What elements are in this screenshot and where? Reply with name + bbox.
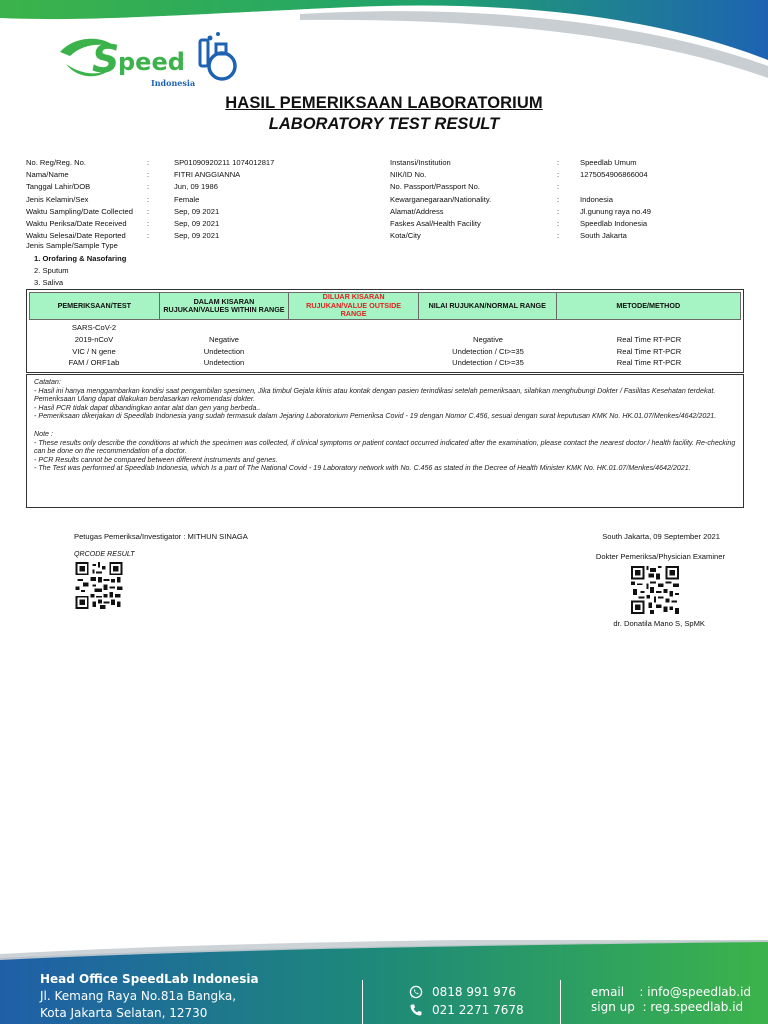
nationality: Indonesia (580, 194, 613, 204)
colon: : (147, 194, 150, 204)
info-label: No. Reg/Reg. No. (26, 158, 86, 167)
logo-subtitle: Indonesia (151, 78, 196, 88)
patient-info-right-values (580, 157, 760, 242)
table-row (29, 357, 741, 369)
footer-phone-number[interactable]: 021 2271 7678 (432, 1003, 524, 1017)
patient-info-right-labels (390, 157, 570, 242)
info-label: No. Passport/Passport No. (390, 182, 480, 192)
sample-list (34, 253, 126, 289)
info-label: Tanggal Lahir/DOB (26, 182, 91, 192)
place-date: South Jakarta, 09 September 2021 (602, 532, 720, 541)
colon: : (147, 206, 150, 216)
examiner-role: Dokter Pemeriksa/Physician Examiner (595, 552, 725, 561)
cell-method: Real Time RT-PCR (616, 358, 682, 368)
colon: : (147, 218, 150, 228)
colon: : (147, 231, 150, 241)
table-row (29, 346, 741, 358)
qr-code-icon[interactable] (74, 562, 124, 609)
title-english: LABORATORY TEST RESULT (268, 115, 500, 133)
patient-name: FITRI ANGGIANNA (174, 170, 241, 180)
header-method: METODE/METHOD (616, 300, 681, 310)
footer-address-line2: Kota Jakarta Selatan, 12730 (40, 1006, 208, 1020)
investigator: Petugas Pemeriksa/Investigator : MITHUN SINAGA (74, 532, 248, 541)
institution: Speedlab Umum (580, 158, 637, 167)
cell-within: Negative (209, 334, 239, 344)
catatan-line: - Hasil ini hanya menggambarkan kondisi saat pengambilan spesimen, Jika timbul Gejala klinis atau kontak dengan pasien terindikasi setelah pemeriksaan, silahkan menghubungi Dokter / Fasilitas Kesehatan terdekat. Pemeriksaan Ulang dapat dilakukan berdasarkan rekomendasi dokter. (34, 386, 716, 404)
info-label: Waktu Selesai/Date Reported (26, 231, 126, 241)
colon: : (557, 182, 560, 192)
speedlab-logo (56, 30, 246, 94)
header-within-range: DALAM KISARAN RUJUKAN/VALUES WITHIN RANGE (160, 293, 290, 319)
svg-text:peed: peed (118, 48, 185, 76)
cell-normal: Undetection / Ct>=35 (452, 358, 524, 368)
svg-text:S: S (92, 37, 120, 81)
note-line: - The Test was performed at Speedlab Indonesia, which Is a part of The National Covid - 19 Laboratory network with No. C.456 as stated in the Decree of Health Minister KMK No. HK.01.07/Menkes/4642/2021. (34, 464, 691, 473)
cell-outside (289, 346, 419, 358)
reg-number: SP01090920211 1074012817 (174, 158, 275, 167)
header-test: PEMERIKSAAN/TEST (30, 293, 160, 319)
catatan-line: - Hasil PCR tidak dapat dibandingkan antar alat dan gen yang berbeda.. (34, 403, 261, 412)
cell-test: VIC / N gene (72, 346, 116, 356)
table-row (29, 334, 741, 346)
header-normal-range: NILAI RUJUKAN/NORMAL RANGE (419, 293, 557, 319)
footer-whatsapp-number[interactable]: 0818 991 976 (432, 985, 516, 999)
note-line: - These results only describe the conditions at which the specimen was collected, if clinical symptoms or patient contact occurred indicated after the examination, please contact the nearest doctor / health facility. Re-checking can be done on the recommendation of a doctor. (34, 438, 736, 456)
title-indonesian: HASIL PEMERIKSAAN LABORATORIUM (225, 94, 543, 112)
result-table-body (29, 322, 741, 369)
info-label: Waktu Periksa/Date Received (26, 218, 127, 228)
patient-info-left-values (174, 157, 374, 242)
info-label: Kewarganegaraan/Nationality. (390, 194, 492, 204)
cell-within: Undetection (203, 346, 245, 356)
info-label: Nama/Name (26, 170, 69, 180)
info-label: Waktu Sampling/Date Collected (26, 206, 133, 216)
footer-signup[interactable]: sign up : reg.speedlab.id (591, 1000, 744, 1014)
result-table (26, 289, 744, 373)
colon: : (557, 218, 560, 228)
patient-info-right-colons (557, 157, 567, 242)
qr-result-label: QRCODE RESULT (74, 550, 135, 558)
phone-icon (409, 1003, 423, 1017)
cell-method: Real Time RT-PCR (616, 334, 682, 344)
info-label: Jenis Kelamin/Sex (26, 194, 89, 204)
info-label: NIK/ID No. (390, 170, 427, 180)
sex: Female (174, 194, 200, 204)
cell-within: Undetection (203, 358, 245, 368)
date-reported: Sep, 09 2021 (174, 231, 220, 241)
cell-normal: Undetection / Ct>=35 (452, 346, 524, 356)
note-line: - PCR Results cannot be compared between different instruments and genes. (34, 455, 278, 464)
sample-type-label: Jenis Sample/Sample Type (26, 241, 118, 250)
whatsapp-icon (409, 985, 423, 999)
cell-normal: Negative (473, 334, 503, 344)
notes-section (34, 378, 746, 504)
cell-test: 2019-nCoV (74, 334, 114, 344)
header-outside-range: DILUAR KISARAN RUJUKAN/VALUE OUTSIDE RANGE (289, 293, 419, 319)
colon: : (557, 206, 560, 216)
date-received: Sep, 09 2021 (174, 218, 220, 228)
colon: : (557, 170, 560, 180)
city: South Jakarta (580, 231, 627, 241)
footer-address-line1: Jl. Kemang Raya No.81a Bangka, (40, 989, 237, 1003)
footer-divider (362, 980, 363, 1024)
info-label: Faskes Asal/Health Facility (390, 218, 481, 228)
date-of-birth: Jun, 09 1986 (174, 182, 218, 192)
test-group: SARS-CoV-2 (71, 323, 117, 332)
result-table-header (29, 292, 741, 320)
colon: : (147, 158, 150, 167)
info-label: Alamat/Address (390, 206, 444, 216)
cell-outside (289, 334, 419, 346)
sample-item: 2. Sputum (34, 266, 69, 275)
address: Jl.gunung raya no.49 (580, 206, 651, 216)
colon: : (557, 231, 560, 241)
footer-divider (560, 980, 561, 1024)
doctor-name: dr. Donatila Mano S, SpMK (613, 619, 705, 628)
footer-title: Head Office SpeedLab Indonesia (40, 972, 259, 986)
cell-outside (289, 357, 419, 369)
colon: : (557, 194, 560, 204)
patient-info-left-colons (147, 157, 157, 242)
sample-item: 1. Orofaring & Nasofaring (34, 254, 127, 263)
table-row (29, 322, 741, 334)
cell-method: Real Time RT-PCR (616, 346, 682, 356)
patient-info-left-labels (26, 157, 166, 242)
cell-test: FAM / ORF1ab (68, 358, 120, 368)
sample-item: 3. Saliva (34, 278, 64, 287)
info-label: Instansi/Institution (390, 158, 451, 167)
colon: : (557, 158, 560, 167)
catatan-title: Catatan: (34, 378, 61, 386)
doctor-signature-qr-icon[interactable] (630, 566, 680, 614)
colon: : (147, 170, 150, 180)
passport-number (580, 181, 760, 193)
footer-email[interactable]: email : info@speedlab.id (591, 985, 752, 999)
note-title: Note : (34, 429, 53, 438)
colon: : (147, 182, 150, 192)
date-collected: Sep, 09 2021 (174, 206, 220, 216)
info-label: Kota/City (390, 231, 421, 241)
health-facility: Speedlab Indonesia (580, 218, 648, 228)
id-number: 1275054906866004 (580, 170, 648, 180)
catatan-line: - Pemeriksaan dikerjakan di Speedlab Indonesia yang sudah termasuk dalam Jejaring Laboratorium Pemeriksa Covid - 19 dengan Nomor C.456, sesuai dengan surat keputusan KMK No. HK.01.07/Menkes/4642/2021. (34, 412, 717, 421)
